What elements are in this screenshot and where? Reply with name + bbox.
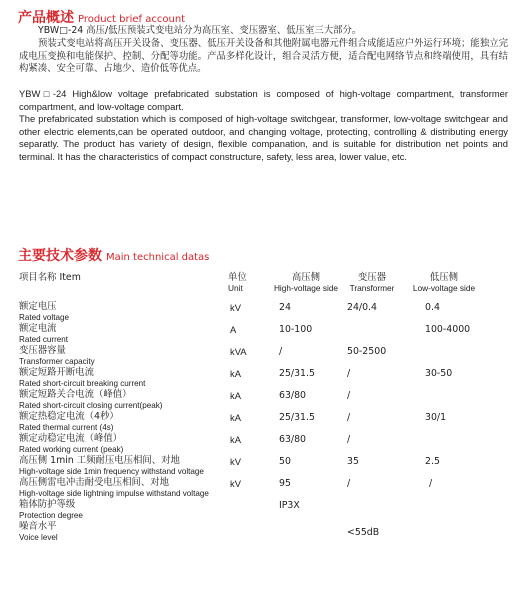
param-name-zh: 额定电流 [19,323,57,334]
param-name-en: Rated voltage [19,313,69,322]
param-unit: kA [230,412,241,423]
header-tr-zh: 变压器 [357,272,387,283]
overview-en-paragraph-1: YBW□-24 High&low voltage prefabricated substation is composed of high-voltage compartment, transformer compartment, and low-voltage compart. [19,88,508,112]
header-transformer [340,272,404,294]
param-hv-value: 10-100 [279,324,313,335]
param-lv-value: 2.5 [425,456,440,467]
overview-title-en: Product brief account [78,14,186,25]
param-unit: kA [230,368,241,379]
param-hv-value: 24 [279,302,291,313]
param-name-zh: 额定短路关合电流（峰值） [19,389,132,400]
param-unit: kVA [230,346,247,357]
table-row [0,455,528,477]
header-lv [404,272,484,294]
param-hv-value: IP3X [279,500,300,511]
param-name-en: Protection degree [19,511,83,520]
param-lv-value: 30/1 [425,412,447,423]
param-name-en: Voice level [19,533,58,542]
param-name-en: Rated thermal current (4s) [19,423,114,432]
header-lv-zh: 低压侧 [429,272,459,283]
tech-title [18,245,209,265]
param-transformer-value: 24/0.4 [347,302,377,313]
table-row [0,323,528,345]
param-unit: A [230,324,237,335]
header-tr-en: Transformer [349,283,395,293]
param-transformer-value: / [347,390,351,401]
overview-title [18,7,185,27]
table-row [0,411,528,433]
param-lv-value: 30-50 [425,368,453,379]
overview-zh-line1: YBW□-24 高压/低压预装式变电站分为高压室、变压器室、低压室三大部分。 [38,25,362,36]
param-name-zh: 额定动稳定电流（峰值） [19,433,123,444]
param-name-en: Transformer capacity [19,357,95,366]
param-name-en: Rated current [19,335,69,344]
param-unit: kV [230,456,241,467]
param-hv-value: 50 [279,456,291,467]
param-unit: kA [230,390,241,401]
header-item: 项目名称 Item [19,272,81,283]
table-row [0,433,528,455]
header-hv-zh: 高压侧 [291,272,321,283]
param-transformer-value: / [347,434,351,445]
param-name-en: Rated working current (peak) [19,445,124,454]
header-lv-en: Low-voltage side [412,283,476,293]
param-name-zh: 高压侧 1min 工频耐压电压相间、对地 [19,455,180,466]
param-name-zh: 额定电压 [19,301,57,312]
overview-zh-paragraph: 预装式变电站将高压开关设备、变压器、低压开关设备和其他附属电器元件组合成能适应户外运行环境；能独立完成电压变换和电能保护、控制、分配等功能。产品多样化设计，组合灵活方便，适合配电网络节点和终端使用，具有结构紧凑、安全可靠、占地少、造价低等优点。 [19,38,508,74]
param-name-zh: 变压器容量 [19,345,66,356]
overview-en-paragraph-2: The prefabricated substation which is composed of high-voltage switchgear, transformer, low-voltage switchgear and other electric elements,can be operated outdoor, and changing voltage, protecting, controlling & distributing energy separatly. The product has variety of design, flexible companation, and is suitable for distribution net points and terminal. It has the characteristics of compact constructure, safety, less area, lower value, etc. [19,113,508,162]
param-transformer-value: <55dB [347,527,380,538]
param-name-zh: 噪音水平 [19,521,57,532]
param-transformer-value: 35 [347,456,359,467]
param-hv-value: / [279,346,283,357]
param-lv-value: 100-4000 [425,324,471,335]
header-unit [228,272,247,294]
table-row [0,367,528,389]
param-transformer-value: 50-2500 [347,346,387,357]
param-hv-value: 25/31.5 [279,412,315,423]
overview-title-zh: 产品概述 [18,10,74,26]
param-name-en: High-voltage side lightning impulse withstand voltage [19,489,209,498]
header-unit-zh: 单位 [228,272,247,283]
param-name-en: Rated short-circuit closing current(peak) [19,401,163,410]
param-transformer-value: / [347,368,351,379]
param-name-zh: 额定短路开断电流 [19,367,95,378]
param-unit: kV [230,302,241,313]
header-unit-en: Unit [228,283,243,293]
param-name-en: Rated short-circuit breaking current [19,379,146,388]
param-lv-value: / [429,478,433,489]
param-transformer-value: / [347,412,351,423]
param-unit: kV [230,478,241,489]
param-name-zh: 高压侧雷电冲击耐受电压相间、对地 [19,477,170,488]
param-name-zh: 额定热稳定电流（4秒） [19,411,119,422]
param-hv-value: 95 [279,478,291,489]
header-hv-en: High-voltage side [273,283,339,293]
param-transformer-value: / [347,478,351,489]
param-unit: kA [230,434,241,445]
param-hv-value: 63/80 [279,434,307,445]
param-lv-value: 0.4 [425,302,440,313]
table-row [0,389,528,411]
param-name-zh: 箱体防护等级 [19,499,76,510]
table-row [0,499,528,521]
table-row [0,301,528,323]
param-hv-value: 63/80 [279,390,307,401]
tech-title-en: Main technical datas [106,252,210,263]
param-name-en: High-voltage side 1min frequency withstand voltage [19,467,204,476]
table-row [0,521,528,543]
table-row [0,345,528,367]
param-hv-value: 25/31.5 [279,368,315,379]
table-row [0,477,528,499]
tech-title-zh: 主要技术参数 [18,248,102,264]
